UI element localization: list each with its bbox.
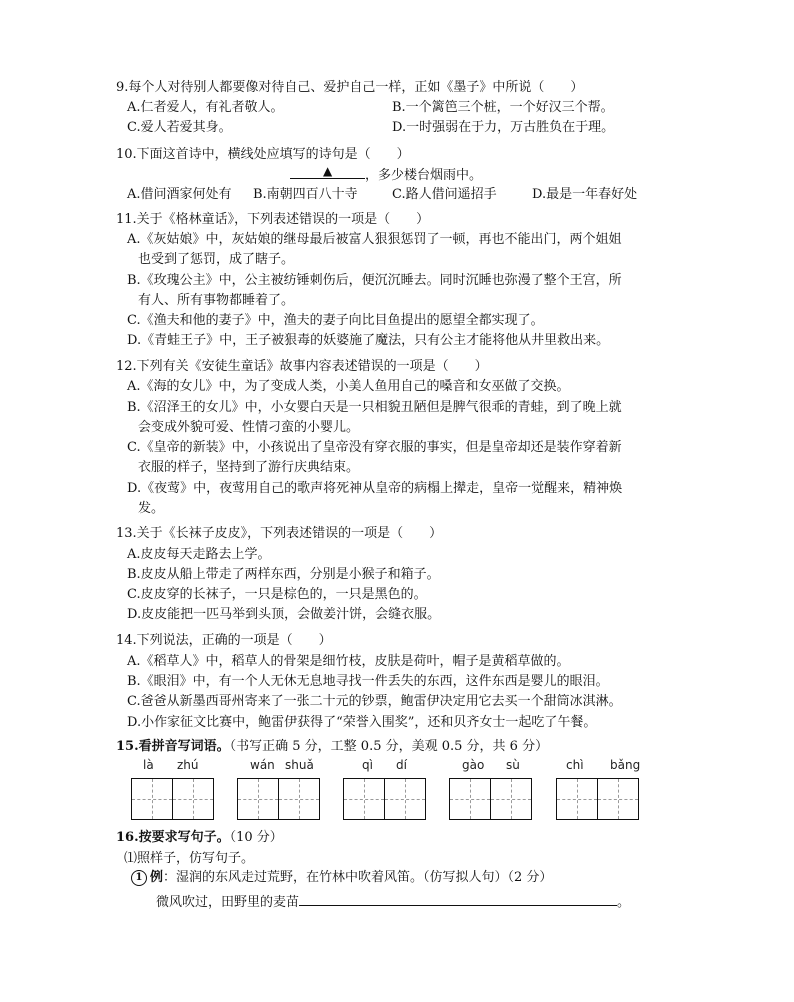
- circled-number: 1: [131, 870, 147, 886]
- writing-cell[interactable]: [238, 779, 278, 819]
- q16-example: [131, 869, 552, 887]
- q13-option-b: B.皮皮从船上带走了两样东西，分别是小猴子和箱子。: [127, 567, 440, 582]
- q15-stem-rest: （书写正确 5 分，工整 0.5 分，美观 0.5 分，共 6 分）: [229, 739, 549, 754]
- q16-stem-rest: （10 分）: [229, 830, 283, 845]
- q12-option-d: D.《夜莺》中，夜莺用自己的歌声将死神从皇帝的病榻上撵走，皇帝一觉醒来，精神焕: [127, 481, 623, 496]
- q13-stem: 13.关于《长袜子皮皮》，下列表述错误的一项是（ ）: [116, 526, 443, 541]
- q11-option-a-cont: 也受到了惩罚，成了瞎子。: [138, 252, 295, 267]
- pinyin: là: [143, 758, 154, 772]
- q12-option-b: B.《沼泽王的女儿》中，小女婴白天是一只相貌丑陋但是脾气很乖的青蛙，到了晚上就: [127, 400, 622, 415]
- q12-option-c-cont: 衣服的样子，坚持到了游行庆典结束。: [138, 460, 360, 475]
- poem-blank: [290, 164, 365, 179]
- pinyin: gào: [462, 758, 485, 772]
- q14-option-a: A.《稻草人》中，稻草人的骨架是细竹枝，皮肤是荷叶，帽子是黄稻草做的。: [127, 654, 570, 669]
- pinyin: dí: [396, 758, 407, 772]
- q12-option-a: A.《海的女儿》中，为了变成人类，小美人鱼用自己的嗓音和女巫做了交换。: [127, 379, 570, 394]
- q16-sub1: ⑴照样子，仿写句子。: [124, 851, 255, 866]
- q13-option-d: D.皮皮能把一匹马举到头顶，会做姜汁饼，会缝衣服。: [127, 607, 441, 622]
- q10-option-a: A.借问酒家何处有: [127, 187, 232, 202]
- q10-option-b: B.南朝四百八十寺: [253, 187, 358, 202]
- pinyin: shuǎ: [285, 758, 314, 772]
- pinyin: sù: [506, 758, 520, 772]
- fill-prefix: 微风吹过，田野里的麦苗: [156, 895, 300, 910]
- q12-option-d-cont: 发。: [138, 501, 165, 516]
- q16-stem-bold: 16.按要求写句子。: [116, 830, 230, 845]
- writing-grid[interactable]: [237, 778, 320, 820]
- q9-stem: 9.每个人对待别人都要像对待自己、爱护自己一样，正如《墨子》中所说（ ）: [116, 80, 584, 95]
- q9-option-c: C.爱人若爱其身。: [127, 120, 232, 135]
- q10-poem-line: [290, 164, 482, 185]
- q15-stem-bold: 15.看拼音写词语。: [116, 739, 230, 754]
- writing-cell[interactable]: [384, 779, 425, 819]
- pinyin: zhú: [177, 758, 199, 772]
- writing-cell[interactable]: [344, 779, 384, 819]
- writing-grid[interactable]: [131, 778, 214, 820]
- writing-grid[interactable]: [556, 778, 639, 820]
- q13-option-c: C.皮皮穿的长袜子，一只是棕色的，一只是黑色的。: [127, 587, 427, 602]
- q11-option-d: D.《青蛙王子》中，王子被狠毒的妖婆施了魔法，只有公主才能将他从井里救出来。: [127, 333, 610, 348]
- q13-option-a: A.皮皮每天走路去上学。: [127, 547, 271, 562]
- writing-cell[interactable]: [278, 779, 319, 819]
- q9-option-d: D.一时强弱在于力，万古胜负在于理。: [392, 120, 615, 135]
- q9-option-a: A.仁者爱人，有礼者敬人。: [127, 100, 284, 115]
- q10-poem-tail: ，多少楼台烟雨中。: [365, 168, 483, 183]
- writing-cell[interactable]: [490, 779, 531, 819]
- q10-option-d: D.最是一年春好处: [532, 187, 638, 202]
- writing-grid[interactable]: [449, 778, 532, 820]
- pinyin: qì: [362, 758, 373, 772]
- q9-option-b: B.一个篱笆三个桩，一个好汉三个帮。: [392, 100, 614, 115]
- example-label: 例: [150, 870, 164, 885]
- q14-option-b: B.《眼泪》中，有一个人无休无息地寻找一件丢失的东西，这件东西是婴儿的眼泪。: [127, 674, 609, 689]
- q16-stem: [116, 829, 283, 847]
- q16-fill-line: [156, 893, 630, 912]
- q12-option-c: C.《皇帝的新装》中，小孩说出了皇帝没有穿衣服的事实，但是皇帝却还是装作穿着新: [127, 440, 622, 455]
- fill-end: 。: [617, 895, 631, 910]
- q10-option-c: C.路人借问遥招手: [392, 187, 497, 202]
- writing-cell[interactable]: [172, 779, 213, 819]
- q14-option-d: D.小作家征文比赛中，鲍雷伊获得了“荣誉入围奖”，还和贝齐女士一起吃了午餐。: [127, 715, 597, 730]
- q12-option-b-cont: 会变成外貌可爱、性情刁蛮的小婴儿。: [138, 420, 360, 435]
- writing-cell[interactable]: [450, 779, 490, 819]
- writing-cell[interactable]: [597, 779, 638, 819]
- q12-stem: 12.下列有关《安徒生童话》故事内容表述错误的一项是（ ）: [116, 359, 488, 374]
- q11-option-b-cont: 有人、所有事物都睡着了。: [138, 293, 295, 308]
- q11-option-a: A.《灰姑娘》中，灰姑娘的继母最后被富人狠狠惩罚了一顿，再也不能出门，两个姐姐: [127, 232, 622, 247]
- writing-cell[interactable]: [132, 779, 172, 819]
- pinyin: wán: [250, 758, 275, 772]
- writing-grid[interactable]: [343, 778, 426, 820]
- pinyin: bǎng: [610, 758, 641, 772]
- q11-stem: 11.关于《格林童话》，下列表述错误的一项是（ ）: [116, 212, 430, 227]
- q14-option-c: C.爸爸从新墨西哥州寄来了一张二十元的钞票，鲍雷伊决定用它去买一个甜筒冰淇淋。: [127, 694, 622, 709]
- answer-blank[interactable]: [299, 893, 617, 906]
- blank-marker: ▲: [323, 164, 333, 178]
- pinyin: chì: [566, 758, 584, 772]
- q15-stem: [116, 738, 548, 756]
- writing-cell[interactable]: [557, 779, 597, 819]
- q10-stem: 10.下面这首诗中，横线处应填写的诗句是（ ）: [116, 147, 410, 162]
- q14-stem: 14.下列说法，正确的一项是（ ）: [116, 633, 332, 648]
- q11-option-c: C.《渔夫和他的妻子》中，渔夫的妻子向比目鱼提出的愿望全都实现了。: [127, 313, 544, 328]
- q11-option-b: B.《玫瑰公主》中，公主被纺锤刺伤后，便沉沉睡去。同时沉睡也弥漫了整个王宫，所: [127, 273, 622, 288]
- example-text: ：湿润的东风走过荒野，在竹林中吹着风笛。（仿写拟人句）（2 分）: [163, 870, 553, 885]
